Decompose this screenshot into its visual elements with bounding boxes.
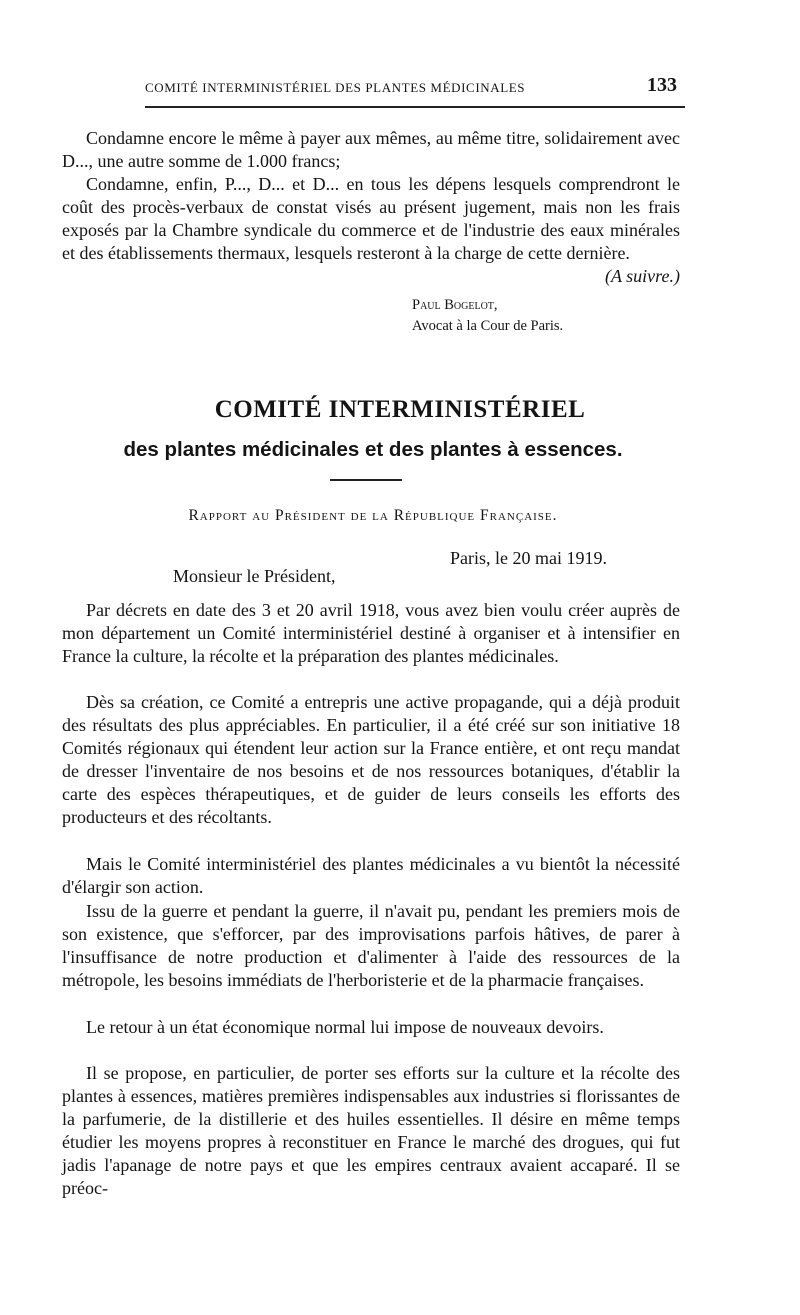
article-subtitle: des plantes médicinales et des plantes à essences. [123,438,623,461]
body-paragraph-4: Issu de la guerre et pendant la guerre, il n'avait pu, pendant les premiers mois de son existence, que s'efforcer, par des improvisations parfois hâtives, de parer à l'insuffisance de notre production et d'alimenter à l'aide des ressources de la métropole, les besoins immédiats de l'herboristerie et de la pharmacie françaises. [62,901,680,990]
salutation: Monsieur le Président, [173,566,336,586]
continued-note: (A suivre.) [605,266,680,286]
header-rule [145,106,685,108]
body-paragraph-5: Le retour à un état économique normal lui impose de nouveaux devoirs. [86,1017,604,1037]
page-number: 133 [647,74,677,96]
preceding-paragraph-2-text: Condamne, enfin, P..., D... et D... en tous les dépens lesquels comprendront le coût des procès-verbaux de constat visés au présent jugement, mais non les frais exposés par la Chambre syndicale du commerce et de l'industrie des eaux minérales et des établissements thermaux, lesquels resteront à la charge de cette dernière. [62,174,680,263]
body-paragraph-3: Mais le Comité interministériel des plantes médicinales a vu bientôt la nécessité d'élargir son action. [62,854,680,897]
signature-title: Avocat à la Cour de Paris. [412,318,564,334]
body-paragraph-1: Par décrets en date des 3 et 20 avril 1918, vous avez bien voulu créer auprès de mon département un Comité interministériel destiné à organiser et à intensifier en France la culture, la récolte et la préparation des plantes médicinales. [62,600,680,666]
body-paragraph-6: Il se propose, en particulier, de porter ses efforts sur la culture et la récolte des plantes à essences, matières premières indispensables aux industries si florissantes de la parfumerie, de la distillerie et des huiles essentielles. Il désire en même temps étudier les moyens propres à reconstituer en France le marché des drogues, qui fut jadis l'apanage de notre pays et que les empires centraux avaient accaparé. Il se préoc- [62,1063,680,1198]
page-header [145,74,685,100]
report-heading: Rapport au Président de la République Française. [188,507,558,524]
dateline: Paris, le 20 mai 1919. [450,548,607,568]
preceding-paragraph-1: Condamne encore le même à payer aux mêmes, au même titre, solidairement avec D..., une autre somme de 1.000 francs; [62,128,680,171]
body-paragraph-2: Dès sa création, ce Comité a entrepris une active propagande, qui a déjà produit des résultats des plus appréciables. En particulier, il a été créé sur son initiative 18 Comités régionaux qui étendent leur action sur la France entière, et ont reçu mandat de dresser l'inventaire de nos besoins et de nos ressources botaniques, d'établir la carte des espèces thérapeutiques, et de guider de leurs conseils les efforts des producteurs et des récoltants. [62,692,680,827]
article-title: COMITÉ INTERMINISTÉRIEL [214,396,586,423]
title-rule [330,479,402,481]
running-title: COMITÉ INTERMINISTÉRIEL DES PLANTES MÉDICINALES [145,80,526,95]
signature-name: Paul Bogelot, [412,297,498,313]
preceding-paragraph-2 [62,173,680,288]
